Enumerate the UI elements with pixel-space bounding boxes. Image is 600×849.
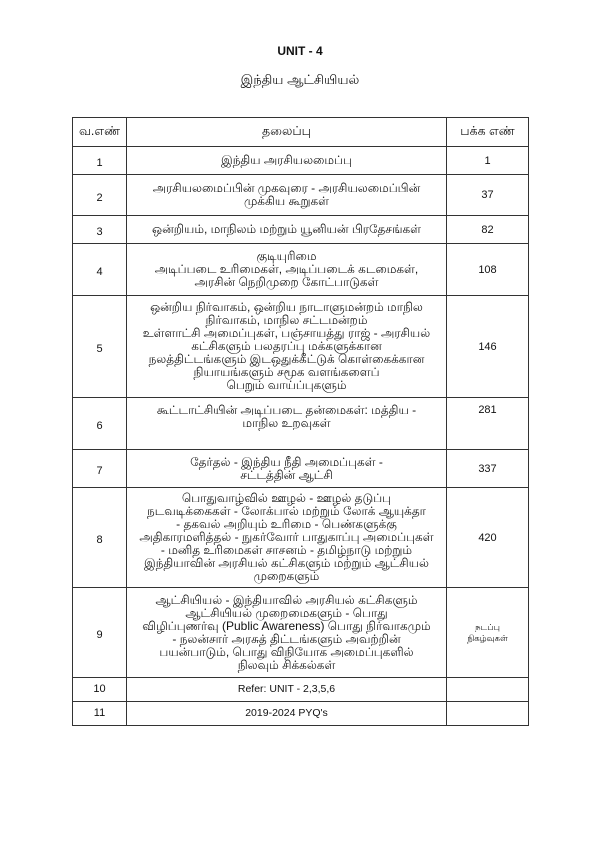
row-sno: 9 (73, 588, 127, 678)
contents-table (72, 117, 529, 726)
row-topic (127, 702, 447, 726)
topic-line: பயன்பாடும், பொது விநியோக அமைப்புகளில் (159, 644, 414, 659)
topic-line: இந்திய அரசியலமைப்பு (221, 153, 352, 167)
topic-line: பொதுவாழ்வில் ஊழல் - ஊழல் தடுப்பு (181, 491, 392, 505)
row-topic (127, 588, 447, 678)
page-line: நிகழ்வுகள் (467, 632, 508, 643)
topic-line: நடவடிக்கைகள் - லோக்பால் மற்றும் லோக் ஆயுக்தா (147, 504, 426, 518)
row-topic (127, 175, 447, 216)
topic-line: நிர்வாகம், மாநில சட்டமன்றம் (205, 313, 368, 327)
row-sno: 6 (73, 398, 127, 450)
row-page (447, 678, 529, 702)
row-page: 82 (447, 216, 529, 244)
topic-line: கட்சிகளும் பலதரப்பு மக்களுக்கான (191, 339, 382, 353)
row-page: 420 (447, 488, 529, 588)
row-sno: 11 (73, 702, 127, 726)
topic-line: அரசியலமைப்பின் முகவுரை - அரசியலமைப்பின் (152, 181, 421, 195)
topic-line: தேர்தல் - இந்திய நீதி அமைப்புகள் - (190, 454, 383, 469)
topic-line: முறைகளும் (253, 569, 320, 583)
topic-line: விழிப்புணர்வு (Public Awareness) பொது நிர்வாகமும் (142, 618, 431, 633)
table-row (73, 678, 529, 702)
table-row (73, 702, 529, 726)
row-topic (127, 488, 447, 588)
topic-line: Refer: UNIT - 2,3,5,6 (237, 683, 336, 695)
topic-line: நிலவும் சிக்கல்கள் (237, 657, 336, 672)
topic-line: - தகவல் அறியும் உரிமை - பெண்களுக்கு (176, 517, 397, 531)
table-row (73, 488, 529, 588)
row-page (447, 702, 529, 726)
row-topic (127, 244, 447, 296)
topic-line: முக்கிய கூறுகள் (243, 194, 330, 208)
row-page: 1 (447, 147, 529, 175)
row-topic (127, 296, 447, 398)
row-sno: 1 (73, 147, 127, 175)
topic-line: ஒன்றிய நிர்வாகம், ஒன்றிய நாடாளுமன்றம் மாநில (150, 300, 423, 314)
column-header-topic: தலைப்பு (127, 118, 447, 147)
topic-line: அடிப்படை உரிமைகள், அடிப்படைக் கடமைகள், (154, 262, 419, 276)
row-sno: 10 (73, 678, 127, 702)
row-topic (127, 147, 447, 175)
topic-line: ஆட்சியியல் - இந்தியாவில் அரசியல் கட்சிகளும் (155, 592, 418, 607)
row-page (447, 588, 529, 678)
topic-line: - நலன்சார் அரசுத் திட்டங்களும் அவற்றின் (172, 631, 401, 646)
row-topic (127, 216, 447, 244)
table-row (73, 147, 529, 175)
row-page: 108 (447, 244, 529, 296)
topic-line: மாநில உறவுகள் (242, 416, 331, 430)
page-line: நடப்பு (475, 621, 500, 632)
row-sno: 3 (73, 216, 127, 244)
table-row (73, 244, 529, 296)
table-row (73, 175, 529, 216)
topic-line: கூட்டாட்சியின் அடிப்படை தன்மைகள்: மத்திய - (156, 403, 417, 417)
row-topic (127, 398, 447, 450)
topic-line: குடியுரிமை (256, 249, 317, 263)
row-sno: 4 (73, 244, 127, 296)
topic-line: நியாயங்களும் சமூக வளங்களைப் (193, 365, 380, 379)
row-page: 37 (447, 175, 529, 216)
table-row (73, 588, 529, 678)
column-header-page: பக்க எண் (447, 118, 529, 147)
topic-line: உள்ளாட்சி அமைப்புகள், பஞ்சாயத்து ராஜ் - அரசியல் (142, 326, 431, 340)
topic-line: - மனித உரிமைகள் சாசனம் - தமிழ்நாடு மற்றும் (160, 543, 413, 557)
topic-line: சட்டத்தின் ஆட்சி (240, 467, 333, 482)
unit-title: UNIT - 4 (277, 44, 323, 58)
table-header-row (73, 118, 529, 147)
table-row (73, 450, 529, 488)
unit-subtitle: இந்திய ஆட்சியியல் (240, 72, 360, 87)
table-row (73, 216, 529, 244)
row-page: 146 (447, 296, 529, 398)
column-header-sno: வ.எண் (73, 118, 127, 147)
row-topic (127, 450, 447, 488)
table-row (73, 398, 529, 450)
row-page: 281 (447, 398, 529, 450)
table-row (73, 296, 529, 398)
topic-line: அரசின் நெறிமுறை கோட்பாடுகள் (194, 275, 379, 289)
row-sno: 2 (73, 175, 127, 216)
topic-line: ஒன்றியம், மாநிலம் மற்றும் யூனியன் பிரதேசங்கள் (152, 222, 421, 236)
row-sno: 7 (73, 450, 127, 488)
topic-line: இந்தியாவின் அரசியல் கட்சிகளும் மற்றும் ஆட்சியல் (144, 556, 429, 570)
topic-line: நலத்திட்டங்களும் இடஒதுக்கீட்டுக் கொள்கைக்கான (148, 352, 425, 366)
row-topic (127, 678, 447, 702)
topic-line: 2019-2024 PYQ's (245, 707, 328, 719)
topic-line: அதிகாரமளித்தல் - நுகர்வோர் பாதுகாப்பு அமைப்புகள் (139, 530, 434, 544)
row-sno: 8 (73, 488, 127, 588)
topic-line: பெறும் வாய்ப்புகளும் (226, 378, 347, 392)
row-sno: 5 (73, 296, 127, 398)
topic-line: ஆட்சியியல் முறைமைகளும் - பொது (185, 605, 388, 620)
row-page: 337 (447, 450, 529, 488)
